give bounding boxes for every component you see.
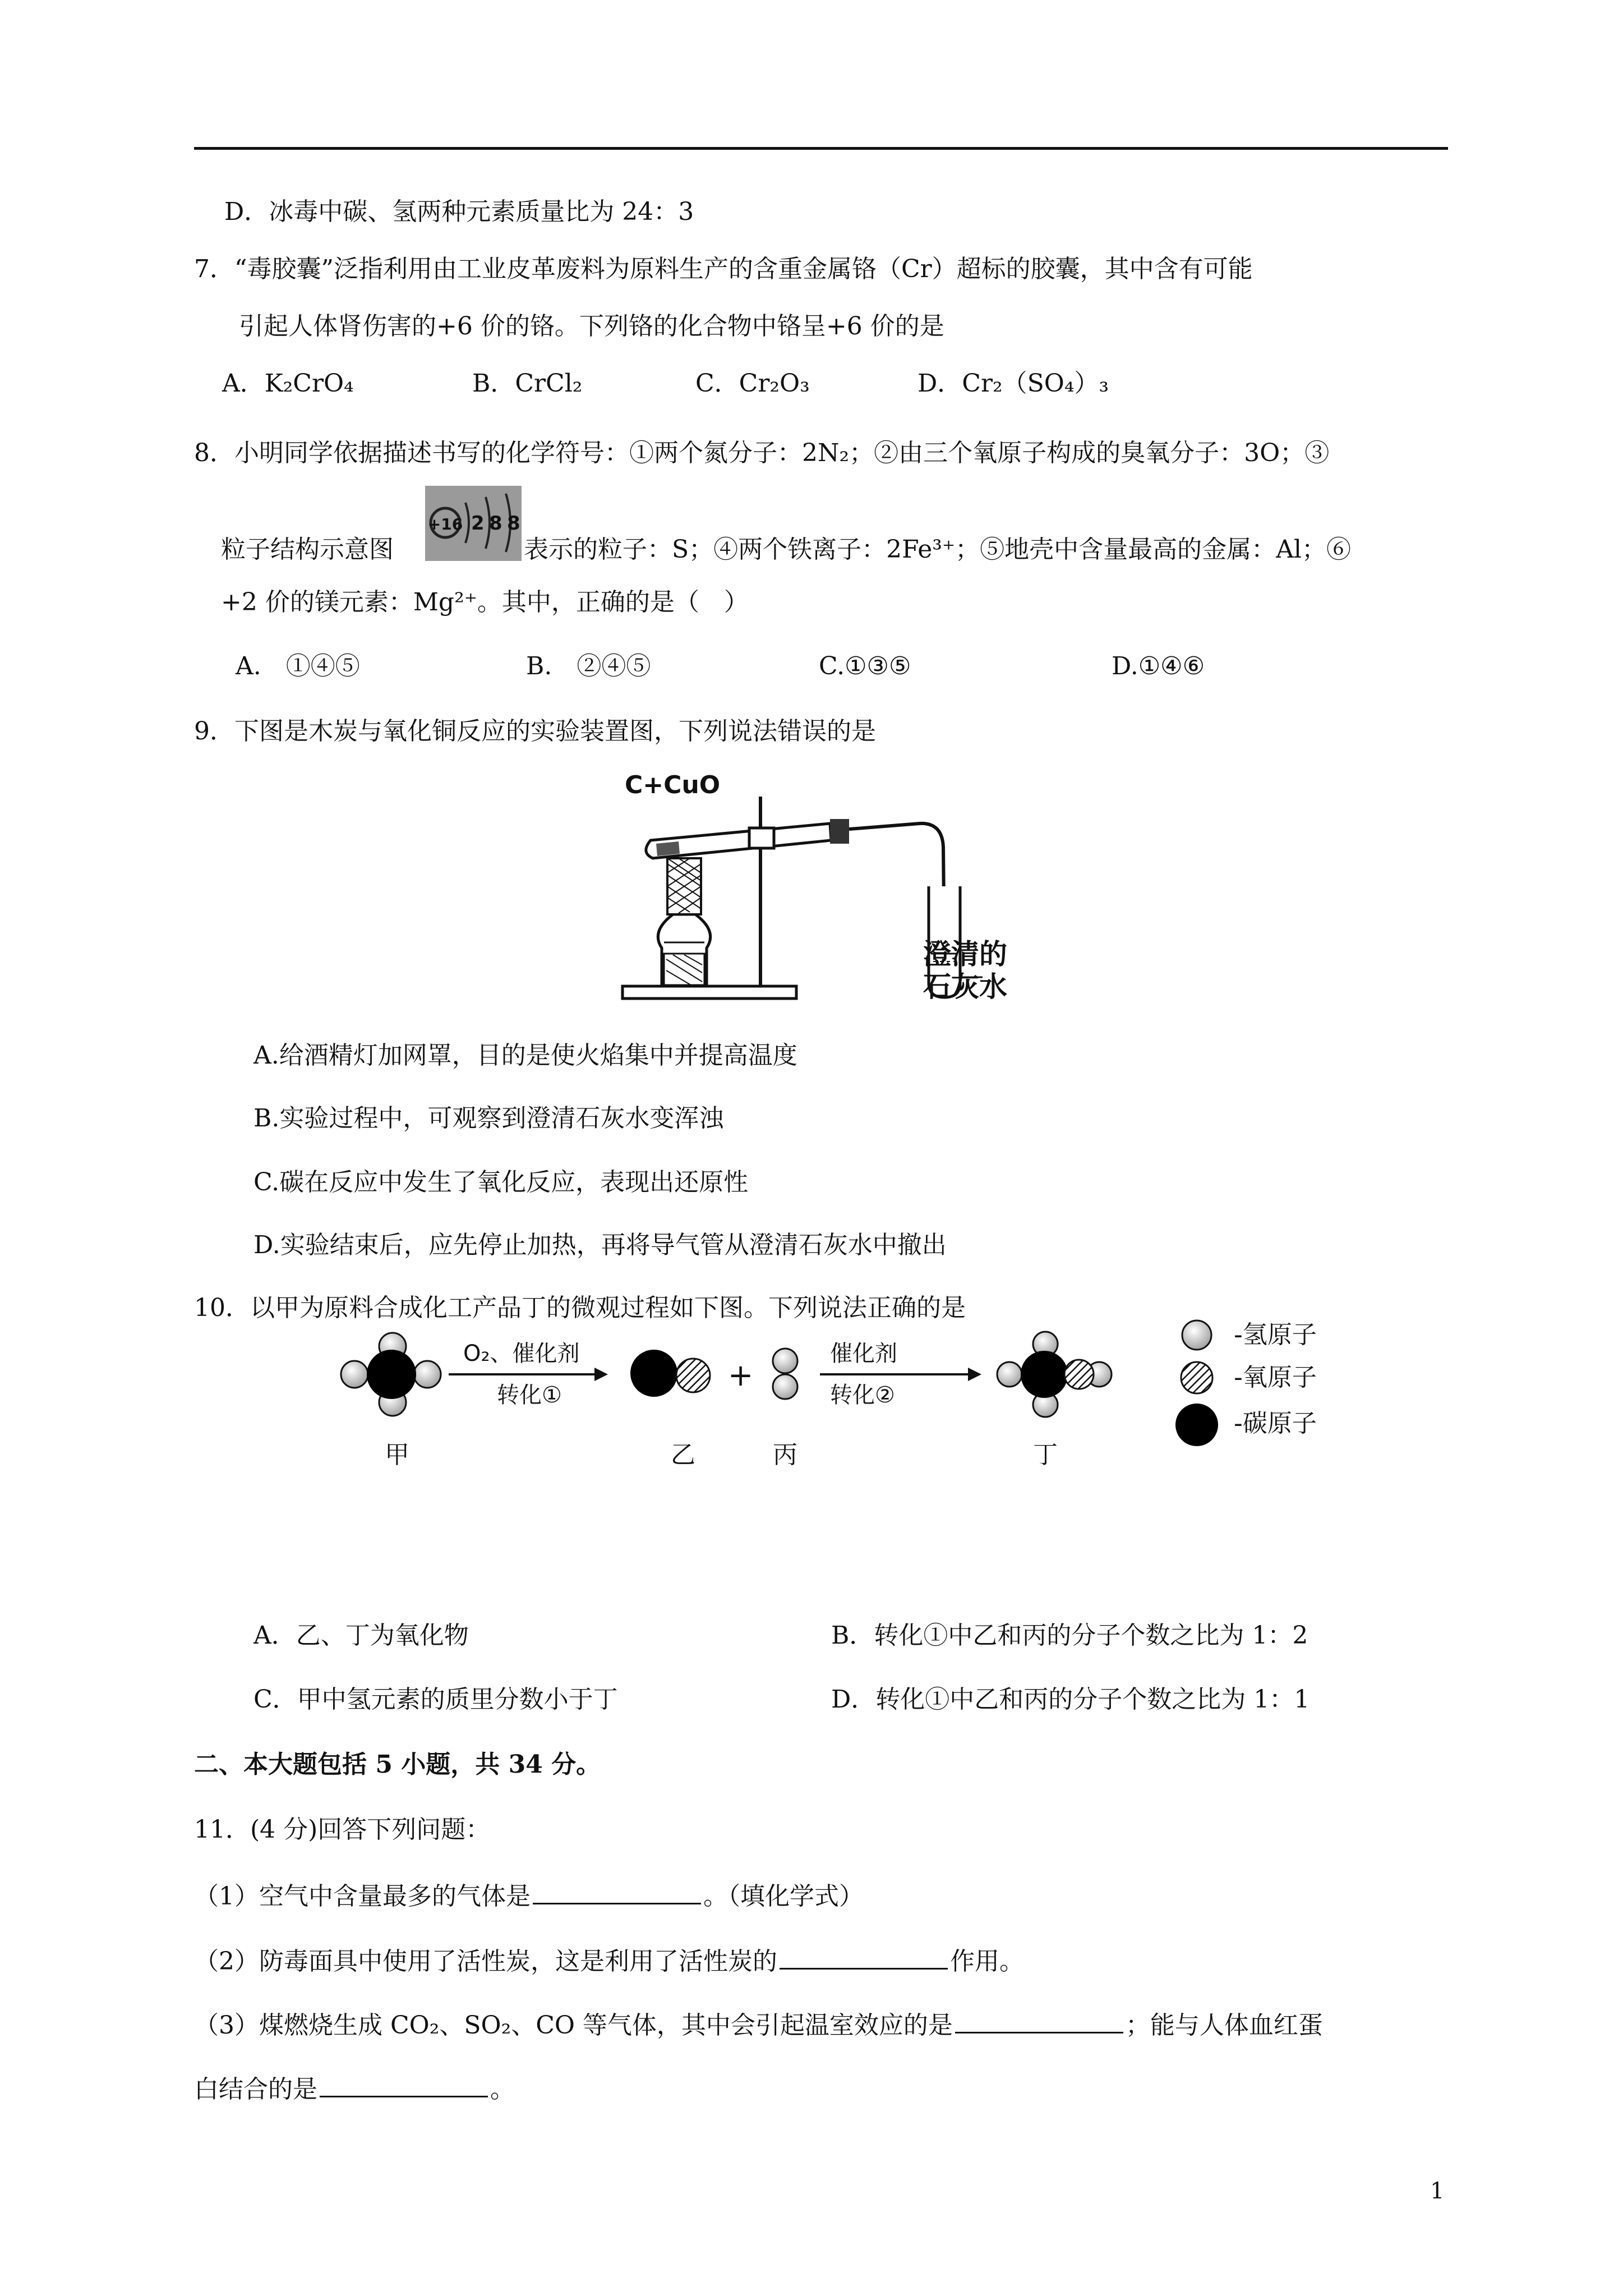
q11-part2-text: （2）防毒面具中使用了活性炭，这是利用了活性炭的 [194, 1947, 777, 1976]
legend-oxygen-label: -氧原子 [1234, 1363, 1317, 1392]
q6-option-d: D．冰毒中碳、氢两种元素质量比为 24：3 [224, 197, 694, 226]
q9-option-d: D.实验结束后，应先停止加热，再将导气管从澄清石灰水中撤出 [253, 1231, 947, 1259]
molecule-ding [997, 1332, 1112, 1417]
q8-stem-line2a: 粒子结构示意图 [221, 535, 394, 564]
q11-part3-tail: ；能与人体血红蛋 [1125, 2011, 1323, 2040]
page-number: 1 [1430, 2178, 1445, 2204]
legend-oxygen-icon [1181, 1362, 1212, 1393]
q9-option-c: C.碳在反应中发生了氧化反应，表现出还原性 [253, 1168, 749, 1197]
q11-part3-text: （3）煤燃烧生成 CO₂、SO₂、CO 等气体，其中会引起温室效应的是 [194, 2011, 953, 2040]
q7-option-a: A．K₂CrO₄ [222, 369, 354, 398]
q8-stem-line2b: 表示的粒子：S；④两个铁离子：2Fe³⁺；⑤地壳中含量最高的金属：Al；⑥ [524, 535, 1352, 564]
q11-blank-2[interactable] [780, 1943, 948, 1970]
arrow2-label-bottom: 转化② [830, 1382, 895, 1408]
molecule-yi [630, 1350, 710, 1397]
q9-stem: 9．下图是木炭与氧化铜反应的实验装置图，下列说法错误的是 [194, 717, 876, 746]
label-bing: 丙 [773, 1441, 797, 1469]
carbon-copper-oxide-apparatus [617, 774, 1043, 1010]
header-rule [194, 147, 1448, 150]
micro-process-diagram [336, 1313, 1402, 1481]
q11-blank-4[interactable] [320, 2071, 488, 2097]
arrow2-label-top: 催化剂 [830, 1341, 897, 1366]
q11-blank-3[interactable] [955, 2007, 1123, 2033]
q11-part1 [194, 1878, 864, 1909]
q11-part1-text: （1）空气中含量最多的气体是 [194, 1882, 531, 1911]
q8-option-c: C.①③⑤ [819, 652, 911, 680]
q11-part3 [194, 2007, 1323, 2038]
q11-stem: 11．(4 分)回答下列问题： [194, 1815, 491, 1844]
svg-text:+16: +16 [427, 515, 463, 533]
q9-option-a: A.给酒精灯加网罩，目的是使火焰集中并提高温度 [253, 1041, 797, 1070]
q10-option-c: C．甲中氢元素的质里分数小于丁 [253, 1685, 618, 1714]
svg-text:8: 8 [507, 512, 520, 535]
section-2-title: 二、本大题包括 5 小题，共 34 分。 [194, 1750, 601, 1779]
fig-label-c-cuo: C+CuO [625, 774, 721, 799]
label-yi: 乙 [671, 1441, 695, 1469]
q7-stem-line1: 7．“毒胶囊”泛指利用由工业皮革废料为原料生产的含重金属铬（Cr）超标的胶囊，其中含有可能 [194, 255, 1253, 283]
q7-option-b: B．CrCl₂ [472, 369, 583, 398]
plus-sign: + [728, 1358, 754, 1393]
q9-option-b: B.实验过程中，可观察到澄清石灰水变浑浊 [253, 1104, 724, 1133]
q8-stem-line3: +2 价的镁元素：Mg²⁺。其中，正确的是（ ） [221, 588, 749, 616]
legend-carbon-label: -碳原子 [1234, 1409, 1317, 1438]
q10-option-d: D．转化①中乙和丙的分子个数之比为 1：1 [831, 1685, 1310, 1714]
q10-stem: 10．以甲为原料合成化工产品丁的微观过程如下图。下列说法正确的是 [194, 1294, 966, 1322]
q11-part2-tail: 作用。 [950, 1947, 1024, 1976]
q11-part1-tail: 。（填化学式） [703, 1882, 864, 1911]
svg-text:2: 2 [471, 512, 485, 535]
q7-stem-line2: 引起人体肾伤害的+6 价的铬。下列铬的化合物中铬呈+6 价的是 [239, 312, 944, 341]
legend-carbon-icon [1175, 1404, 1218, 1446]
q11-part4 [194, 2071, 515, 2102]
arrow1-label-bottom: 转化① [497, 1382, 562, 1408]
q8-stem-line1: 8．小明同学依据描述书写的化学符号：①两个氮分子：2N₂；②由三个氧原子构成的臭氧分子：3O；③ [194, 439, 1330, 467]
atom-structure-diagram [425, 486, 522, 561]
q8-option-b: B. ②④⑤ [526, 652, 651, 680]
q7-option-d: D．Cr₂（SO₄）₃ [917, 369, 1109, 398]
q10-option-a: A．乙、丁为氧化物 [253, 1621, 469, 1650]
q10-option-b: B．转化①中乙和丙的分子个数之比为 1：2 [831, 1621, 1308, 1650]
label-jia: 甲 [385, 1441, 409, 1469]
fig-label-limewater-2: 石灰水 [923, 970, 1007, 1003]
legend-hydrogen-icon [1182, 1320, 1211, 1350]
q11-blank-1[interactable] [533, 1878, 701, 1904]
svg-text:8: 8 [489, 512, 502, 535]
q11-part2 [194, 1943, 1024, 1974]
q11-part4-tail: 。 [490, 2075, 515, 2104]
legend-hydrogen-label: -氢原子 [1234, 1320, 1317, 1349]
arrow1-label-top: O₂、催化剂 [463, 1341, 580, 1366]
label-ding: 丁 [1033, 1441, 1058, 1469]
molecule-jia [341, 1333, 441, 1416]
q8-option-d: D.①④⑥ [1112, 652, 1205, 680]
q7-option-c: C．Cr₂O₃ [695, 369, 810, 398]
fig-label-limewater-1: 澄清的 [923, 938, 1007, 970]
q8-option-a: A. ①④⑤ [236, 652, 360, 680]
molecule-bing [773, 1349, 797, 1399]
q11-part4-text: 白结合的是 [194, 2075, 317, 2104]
